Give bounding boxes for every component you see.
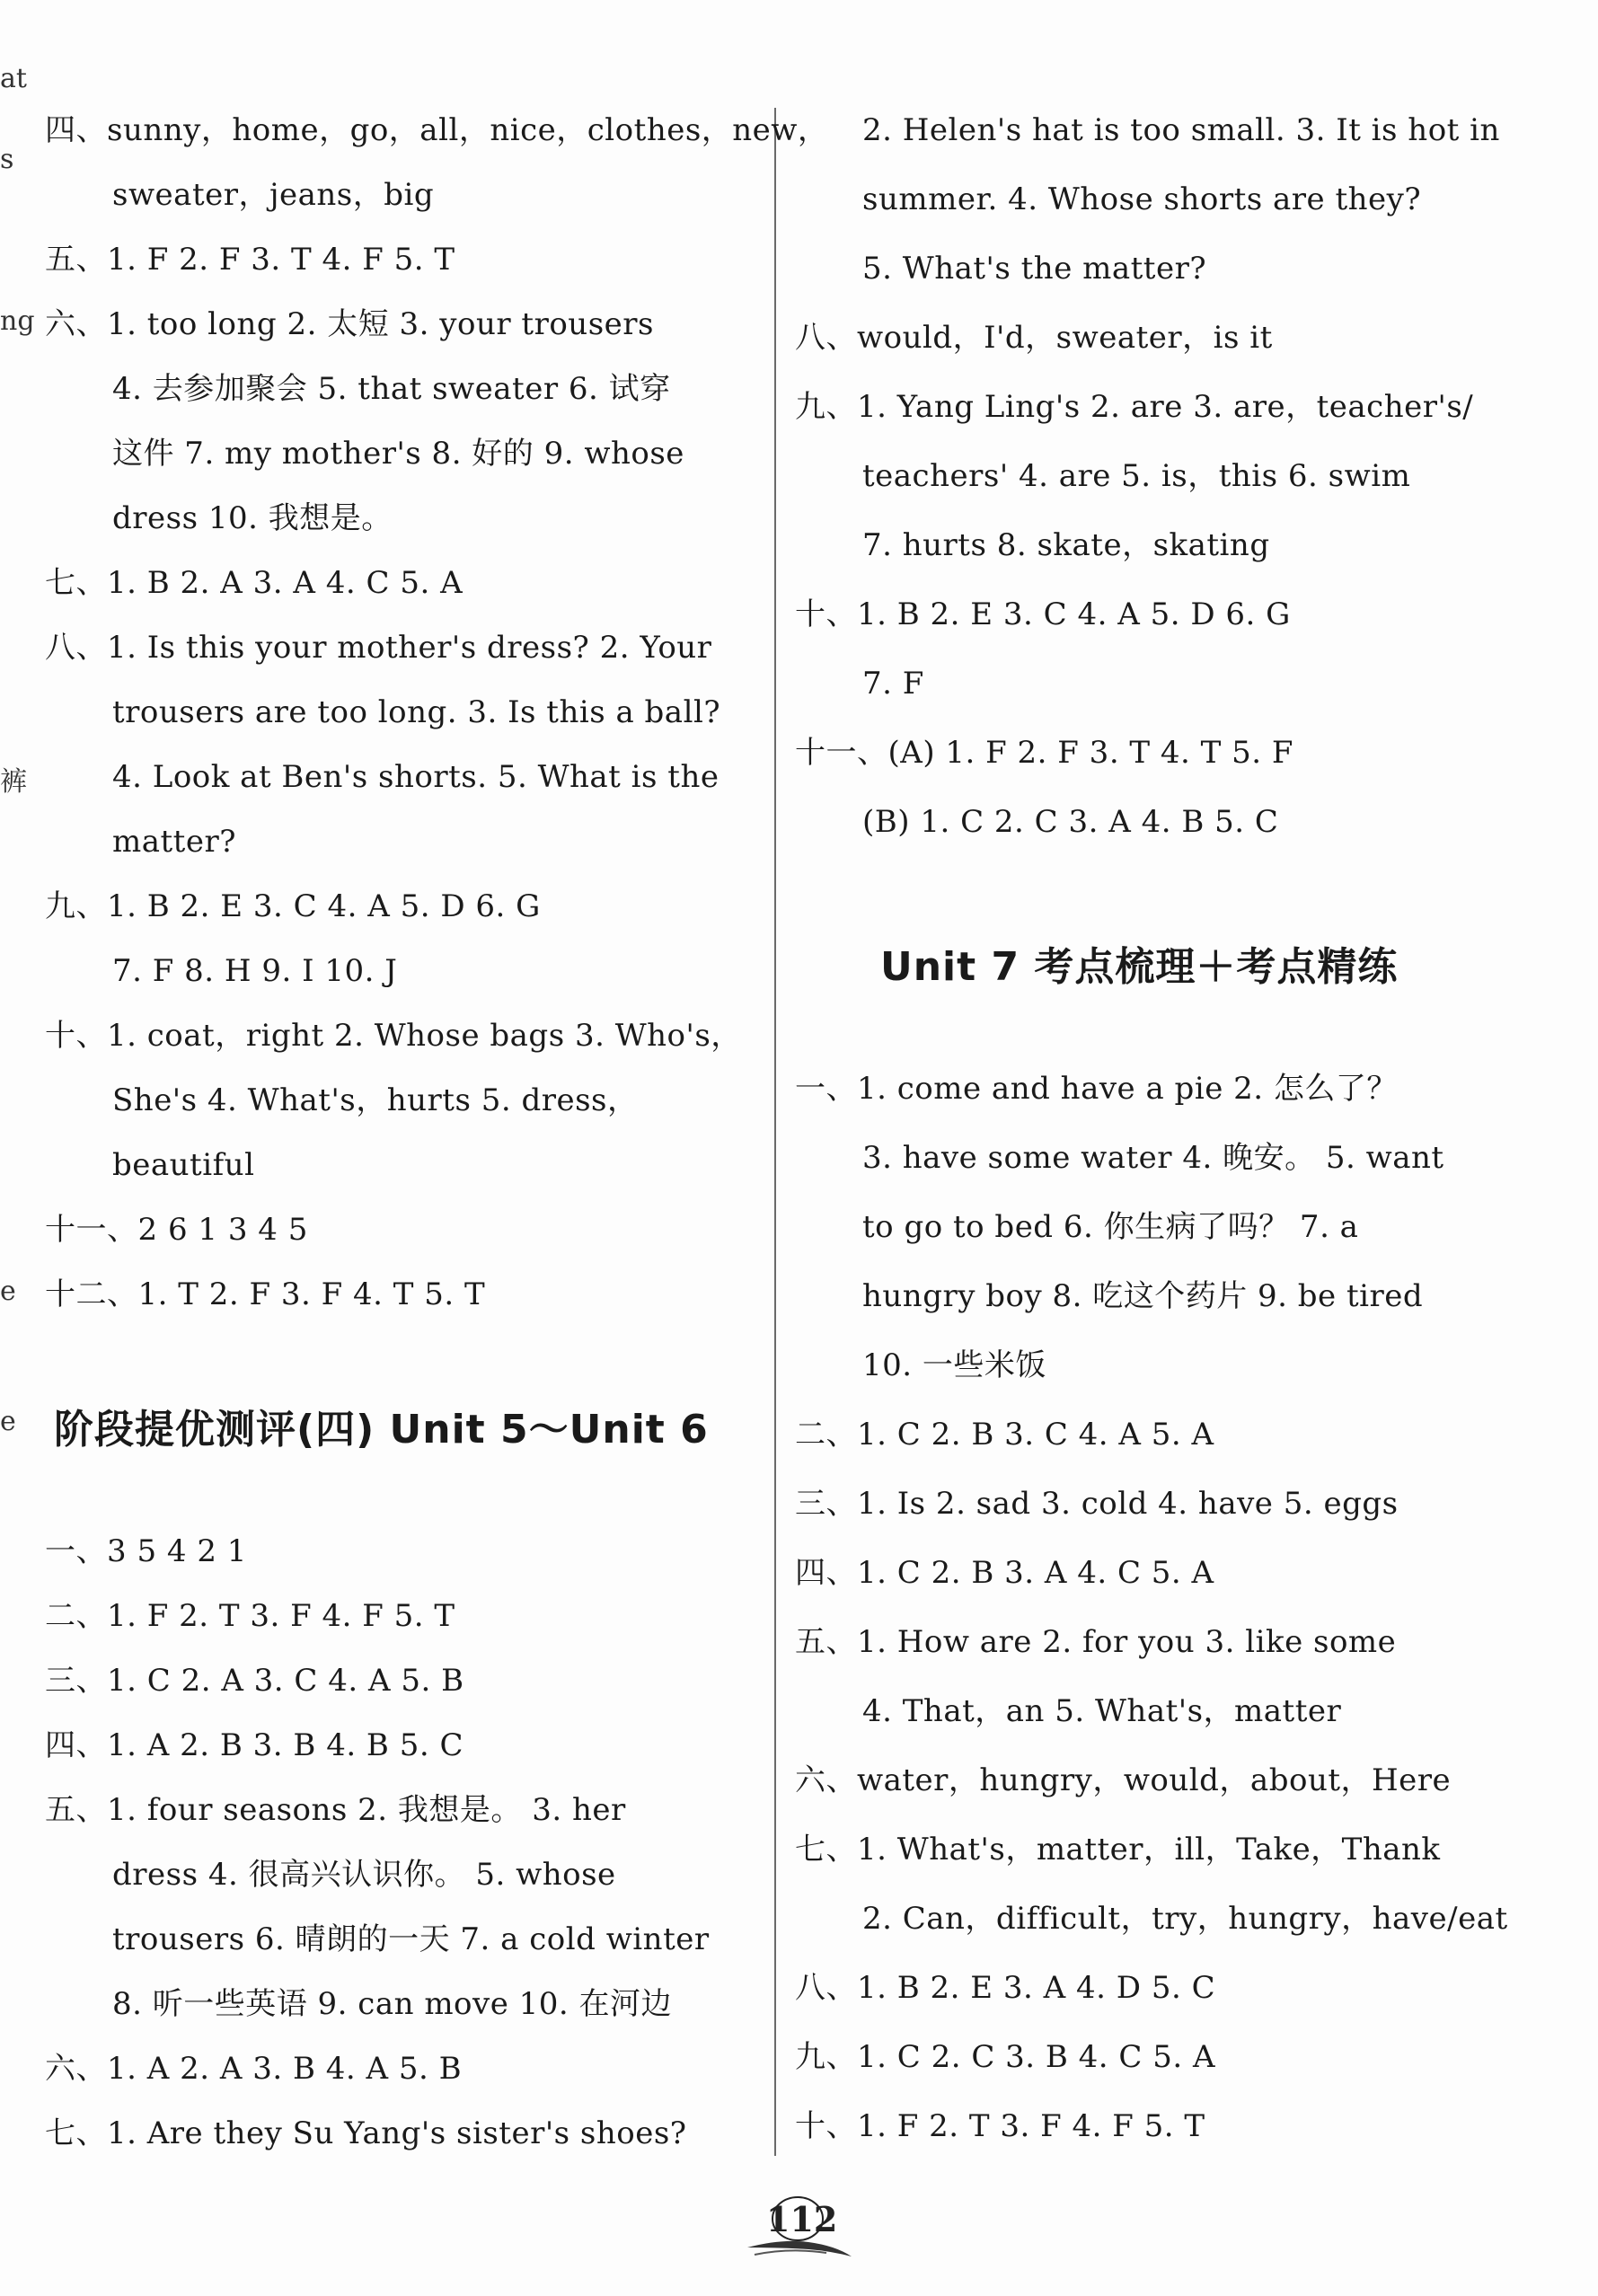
- answer-line: 五、1. F 2. F 3. T 4. F 5. T: [45, 242, 455, 278]
- answer-line: 七、1. Are they Su Yang's sister's shoes?: [45, 2115, 687, 2151]
- answer-line: 三、1. C 2. A 3. C 4. A 5. B: [45, 1663, 464, 1699]
- answer-line: trousers 6. 晴朗的一天 7. a cold winter: [112, 1921, 710, 1957]
- answer-line: She's 4. What's，hurts 5. dress，: [112, 1082, 639, 1118]
- answer-line: 十一、2 6 1 3 4 5: [45, 1212, 308, 1248]
- answer-line: 九、1. B 2. E 3. C 4. A 5. D 6. G: [45, 888, 541, 924]
- edge-fragment: e: [0, 1406, 16, 1437]
- edge-fragment: e: [0, 1276, 16, 1307]
- answer-line: 六、1. A 2. A 3. B 4. A 5. B: [45, 2051, 463, 2087]
- answer-line: 4. 去参加聚会 5. that sweater 6. 试穿: [112, 371, 671, 407]
- answer-line: 一、1. come and have a pie 2. 怎么了？: [795, 1071, 1398, 1107]
- edge-fragment: at: [0, 63, 27, 94]
- edge-fragment: ng: [0, 305, 35, 337]
- answer-line: trousers are too long. 3. Is this a ball?: [112, 694, 721, 730]
- answer-line: beautiful: [112, 1147, 255, 1183]
- answer-line: 二、1. C 2. B 3. C 4. A 5. A: [795, 1417, 1214, 1453]
- answer-line: 十二、1. T 2. F 3. F 4. T 5. T: [45, 1276, 486, 1312]
- answer-line: 五、1. four seasons 2. 我想是。 3. her: [45, 1792, 626, 1828]
- answer-line: 七、1. B 2. A 3. A 4. C 5. A: [45, 565, 464, 601]
- answer-line: 7. F 8. H 9. I 10. J: [112, 953, 398, 989]
- answer-line: 十一、(A) 1. F 2. F 3. T 4. T 5. F: [795, 735, 1293, 771]
- page-number: [746, 2192, 853, 2264]
- answer-line: (B) 1. C 2. C 3. A 4. B 5. C: [862, 804, 1279, 840]
- answer-line: 六、1. too long 2. 太短 3. your trousers: [45, 306, 654, 342]
- answer-line: hungry boy 8. 吃这个药片 9. be tired: [862, 1278, 1424, 1314]
- answer-line: 四、1. C 2. B 3. A 4. C 5. A: [795, 1555, 1214, 1591]
- column-divider: [774, 108, 776, 2156]
- answer-line: 十、1. B 2. E 3. C 4. A 5. D 6. G: [795, 596, 1291, 632]
- section-title: 阶段提优测评(四) Unit 5～Unit 6: [54, 1407, 709, 1453]
- answer-line: 四、1. A 2. B 3. B 4. B 5. C: [45, 1727, 464, 1763]
- answer-line: 8. 听一些英语 9. can move 10. 在河边: [112, 1986, 673, 2022]
- answer-line: 一、3 5 4 2 1: [45, 1533, 247, 1569]
- answer-line: 3. have some water 4. 晚安。 5. want: [862, 1140, 1444, 1176]
- answer-line: dress 10. 我想是。: [112, 500, 393, 536]
- answer-line: 六、water，hungry，would，about，Here: [795, 1762, 1452, 1798]
- answer-line: 2. Can，difficult，try，hungry，have/eat: [862, 1901, 1508, 1937]
- answer-line: 5. What's the matter?: [862, 251, 1207, 287]
- answer-line: 八、would，I'd，sweater，is it: [795, 320, 1273, 356]
- answer-line: 五、1. How are 2. for you 3. like some: [795, 1624, 1397, 1660]
- edge-fragment: 裤: [0, 766, 27, 798]
- answer-line: 七、1. What's，matter，ill，Take，Thank: [795, 1832, 1441, 1868]
- section-title: Unit 7 考点梳理＋考点精练: [880, 944, 1399, 990]
- answer-line: 4. That，an 5. What's，matter: [862, 1693, 1342, 1729]
- answer-line: 二、1. F 2. T 3. F 4. F 5. T: [45, 1598, 455, 1634]
- answer-line: sweater，jeans，big: [112, 177, 435, 213]
- answer-line: 三、1. Is 2. sad 3. cold 4. have 5. eggs: [795, 1486, 1399, 1522]
- answer-line: 十、1. F 2. T 3. F 4. F 5. T: [795, 2108, 1205, 2144]
- edge-fragment: s: [0, 144, 14, 175]
- answer-line: 7. F: [862, 666, 924, 702]
- answer-line: 4. Look at Ben's shorts. 5. What is the: [112, 759, 720, 795]
- answer-line: 八、1. Is this your mother's dress? 2. Your: [45, 630, 712, 666]
- answer-line: 八、1. B 2. E 3. A 4. D 5. C: [795, 1970, 1216, 2006]
- answer-line: 四、sunny，home，go，all，nice，clothes，new，: [45, 112, 829, 148]
- answer-line: 这件 7. my mother's 8. 好的 9. whose: [112, 436, 684, 472]
- answer-line: summer. 4. Whose shorts are they?: [862, 181, 1422, 217]
- answer-line: 九、1. C 2. C 3. B 4. C 5. A: [795, 2039, 1216, 2075]
- page-number-text: 112: [766, 2199, 838, 2239]
- answer-line: dress 4. 很高兴认识你。 5. whose: [112, 1857, 616, 1893]
- answer-line: 2. Helen's hat is too small. 3. It is hot in: [862, 112, 1500, 148]
- answer-line: 7. hurts 8. skate，skating: [862, 527, 1270, 563]
- answer-line: 九、1. Yang Ling's 2. are 3. are，teacher's/: [795, 389, 1474, 425]
- answer-line: to go to bed 6. 你生病了吗？ 7. a: [862, 1209, 1359, 1245]
- answer-line: 10. 一些米饭: [862, 1347, 1046, 1383]
- answer-line: teachers' 4. are 5. is，this 6. swim: [862, 458, 1411, 494]
- answer-line: matter?: [112, 824, 236, 860]
- answer-line: 十、1. coat，right 2. Whose bags 3. Who's，: [45, 1018, 742, 1054]
